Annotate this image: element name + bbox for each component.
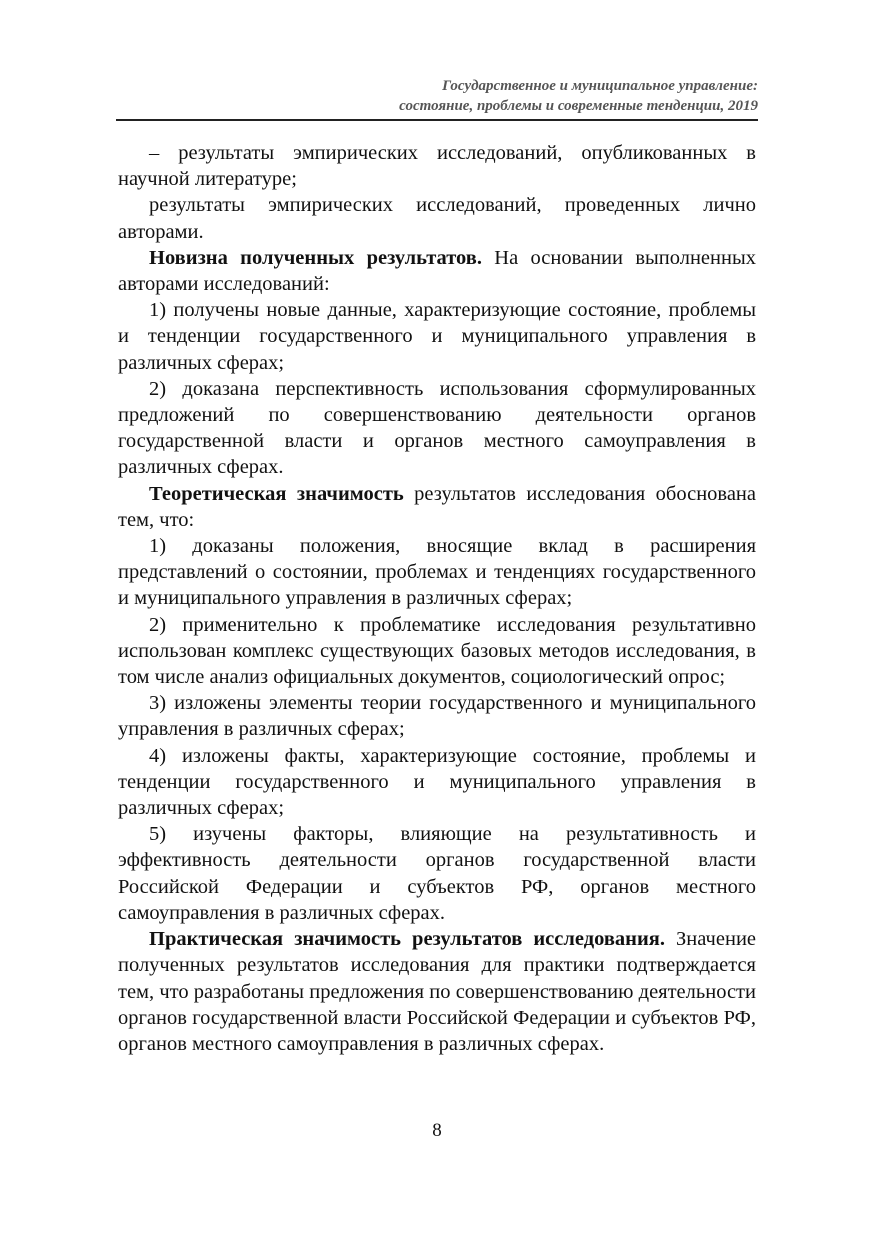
paragraph-empirical-authors: результаты эмпирических исследований, проведенных лично авторами.	[118, 194, 756, 243]
running-header	[116, 76, 758, 116]
header-divider	[116, 119, 758, 121]
theoretical-heading: Теоретическая значимость	[149, 482, 404, 505]
practical-text: Значение полученных результатов исследования для практики подтверждается тем, что разработаны предложения по совершенствованию деятельности органов государственной власти Российской Федерации и субъектов РФ, органов местного самоуправления в различных сферах.	[118, 928, 757, 1055]
running-header-line-1: Государственное и муниципальное управление:	[442, 78, 758, 94]
novelty-item-2: 2) доказана перспективность использования сформулированных предложений по совершенствованию деятельности органов государственной власти и органов местного самоуправления в различных сферах.	[118, 377, 756, 479]
page-body	[118, 140, 756, 1057]
paragraph-novelty	[118, 245, 756, 297]
practical-heading: Практическая значимость результатов исследования.	[149, 928, 665, 951]
novelty-item-1: 1) получены новые данные, характеризующие состояние, проблемы и тенденции государственного и муниципального управления в различных сферах;	[118, 299, 756, 374]
theoretical-item-4: 4) изложены факты, характеризующие состояние, проблемы и тенденции государственного и муниципального управления в различных сферах;	[118, 744, 756, 820]
novelty-text: На основании выполненных авторами исследований:	[118, 246, 756, 296]
theoretical-item-1: 1) доказаны положения, вносящие вклад в расширения представлений о состоянии, проблемах и тенденциях государственного и муниципального управления в различных сферах;	[118, 535, 756, 610]
theoretical-item-3: 3) изложены элементы теории государственного и муниципального управления в различных сферах;	[118, 692, 756, 741]
page-number: 8	[432, 1120, 442, 1141]
running-header-line-2: состояние, проблемы и современные тенденции, 2019	[399, 98, 758, 114]
paragraph-theoretical	[118, 481, 756, 533]
theoretical-item-5: 5) изучены факторы, влияющие на результативность и эффективность деятельности органов государственной власти Российской Федерации и субъектов РФ, органов местного самоуправления в различных сферах.	[118, 823, 756, 924]
theoretical-item-2: 2) применительно к проблематике исследования результативно использован комплекс существующих базовых методов исследования, в том числе анализ официальных документов, социологический опрос;	[118, 613, 756, 689]
paragraph-empirical-published: – результаты эмпирических исследований, опубликованных в научной литературе;	[118, 142, 756, 191]
paragraph-practical	[118, 926, 756, 1057]
theoretical-text: результатов исследования обоснована тем, что:	[118, 482, 757, 531]
novelty-heading: Новизна полученных результатов.	[149, 246, 482, 269]
